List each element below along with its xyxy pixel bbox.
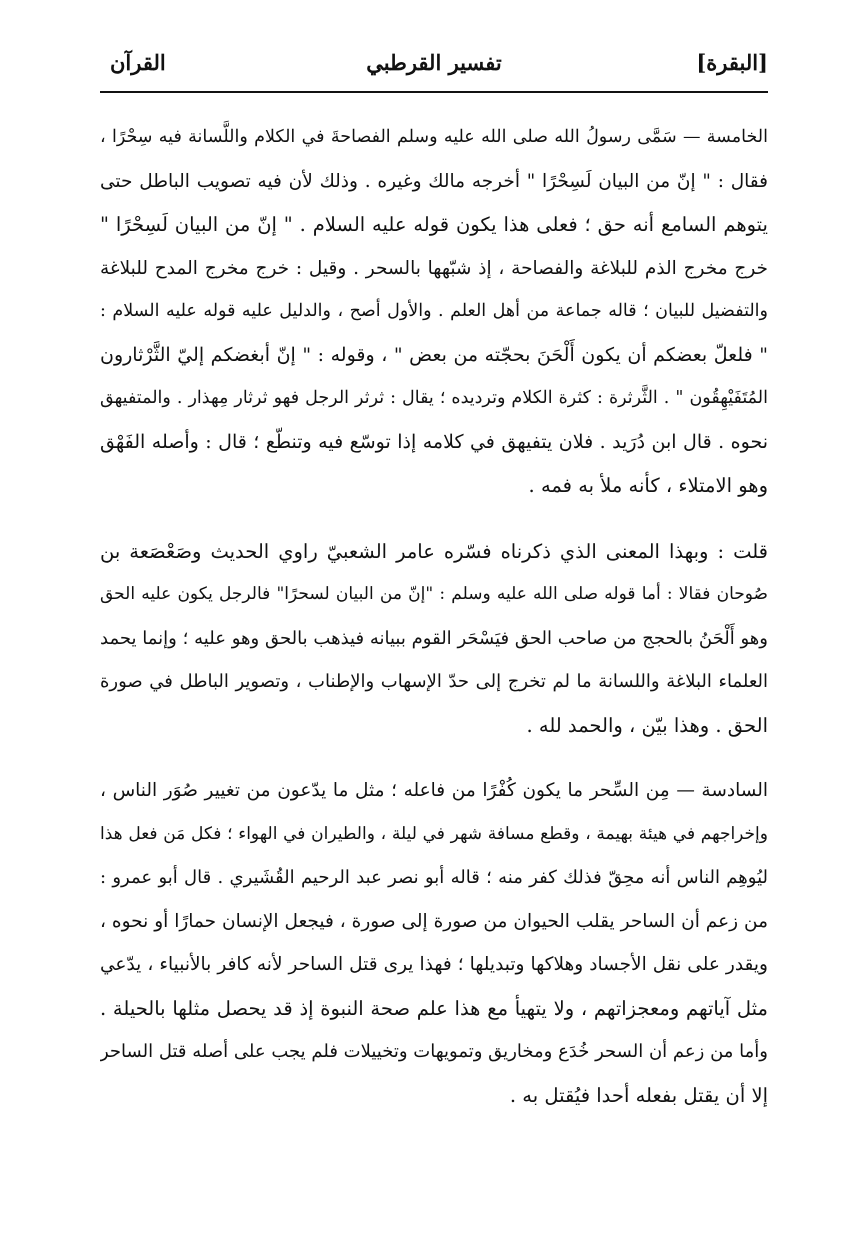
- text-line: ويقدر على نقل الأجساد وهلاكها وتبديلها ؛ فهذا يرى قتل الساحر لأنه كافر بالأنبياء ، يدّعي: [100, 954, 768, 975]
- page-number: القرآن: [110, 50, 166, 75]
- paragraph-fifth-issue: [100, 116, 768, 508]
- paragraph-gap: [100, 508, 768, 530]
- text-line: من زعم أن الساحر يقلب الحيوان من صورة إلى صورة ، فيجعل الإنسان حمارًا أو نحوه ،: [100, 910, 768, 932]
- header-rule: [100, 91, 768, 93]
- paragraph-author-note: [100, 530, 768, 748]
- page-header: [100, 40, 768, 92]
- text-line: العلماء البلاغة واللسانة ما لم تخرج إلى حدّ الإسهاب والإطناب ، وتصوير الباطل في صورة: [100, 671, 768, 692]
- text-line: قلت : وبهذا المعنى الذي ذكرناه فسّره عامر الشعبيّ راوي الحديث وصَعْصَعة بن: [100, 539, 768, 563]
- surah-label: [البقرة]: [696, 50, 768, 75]
- text-line: ليُوهِم الناس أنه محِقّ فذلك كفر منه ؛ قاله أبو نصر عبد الرحيم القُشَيري . قال أبو عمرو :: [100, 867, 768, 888]
- book-title: تفسير القرطبي: [366, 50, 502, 75]
- text-line: إلا أن يقتل بفعله أحدا فيُقتل به .: [509, 1083, 768, 1107]
- text-line: فقال : " إنّ من البيان لَسِحْرًا " أخرجه مالك وغيره . وذلك لأن فيه تصويب الباطل حتى: [100, 170, 768, 192]
- text-line: وأما من زعم أن السحر خُدَع ومخاريق وتمويهات وتخييلات فلم يجب على أصله قتل الساحر: [100, 1041, 768, 1062]
- text-line: والتفضيل للبيان ؛ قاله جماعة من أهل العلم . والأول أصح ، والدليل عليه قوله عليه السلام :: [100, 301, 768, 321]
- text-line: وهو الامتلاء ، كأنه ملأ به فمه .: [528, 474, 768, 497]
- text-line: وإخراجهم في هيئة بهيمة ، وقطع مسافة شهر في ليلة ، والطيران في الهواء ؛ فكل مَن فعل هذا: [100, 823, 768, 844]
- text-line: الحق . وهذا بيّن ، والحمد لله .: [526, 713, 768, 737]
- text-line: الخامسة — سَمَّى رسولُ الله صلى الله عليه وسلم الفصاحةَ في الكلام واللَّسانة فيه سِحْرًا ،: [100, 127, 768, 147]
- paragraph-gap: [100, 747, 768, 769]
- text-line: السادسة — مِن السِّحر ما يكون كُفْرًا من فاعله ؛ مثل ما يدّعون من تغيير صُوَر الناس ،: [100, 780, 768, 801]
- text-line: مثل آياتهم ومعجزاتهم ، ولا يتهيأ مع هذا علم صحة النبوة إذ قد يحصل مثلها بالحيلة .: [100, 996, 768, 1020]
- text-line: صُوحان فقالا : أما قوله صلى الله عليه وسلم : "إنّ من البيان لسحرًا" فالرجل يكون عليه الحق: [100, 584, 768, 604]
- text-line: خرج مخرج الذم للبلاغة والفصاحة ، إذ شبّهها بالسحر . وقيل : خرج مخرج المدح للبلاغة: [100, 257, 768, 279]
- text-line: وهو أَلْحَنُ بالحجج من صاحب الحق فيَسْحَر القوم ببيانه فيذهب بالحق وهو عليه ؛ وإنما يحمد: [100, 627, 768, 649]
- page-body: [100, 116, 768, 1117]
- text-line: نحوه . قال ابن دُرَيد . فلان يتفيهق في كلامه إذا توسّع فيه وتنطّع ؛ قال : وأصله الفَهْق: [100, 430, 768, 453]
- text-line: المُتَفَيْهِقُون " . الثَّرثرة : كثرة الكلام وترديده ؛ يقال : ثرثر الرجل فهو ثرثار مِهذار . والمتفيهق: [100, 388, 768, 408]
- text-line: يتوهم السامع أنه حق ؛ فعلى هذا يكون قوله عليه السلام . " إنّ من البيان لَسِحْرًا ": [100, 213, 768, 236]
- paragraph-sixth-issue: [100, 769, 768, 1117]
- text-line: " فلعلّ بعضكم أن يكون أَلْحَنَ بحجّته من بعض " ، وقوله : " إنّ أبغضكم إليّ الثَّرْثارون: [100, 343, 768, 366]
